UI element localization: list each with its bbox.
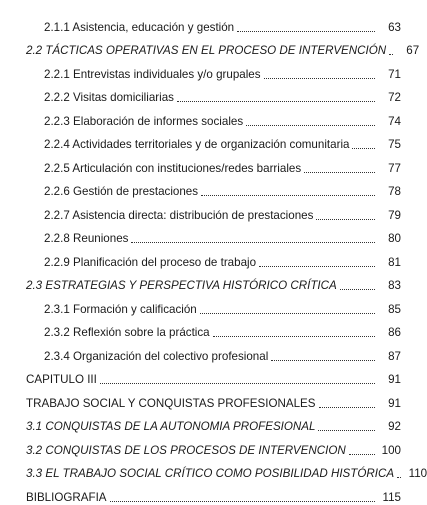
toc-entry-title: 2.2.3 Elaboración de informes sociales bbox=[44, 114, 244, 128]
toc-entry[interactable] bbox=[0, 458, 427, 482]
toc-entry[interactable] bbox=[0, 387, 419, 411]
toc-entry-title: TRABAJO SOCIAL Y CONQUISTAS PROFESIONALES bbox=[26, 396, 316, 410]
toc-entry[interactable] bbox=[0, 199, 419, 223]
toc-entry-title: 2.3 ESTRATEGIAS Y PERSPECTIVA HISTÓRICO CRÍTICA bbox=[26, 279, 337, 292]
toc-entry-page-number: 75 bbox=[388, 138, 401, 151]
toc-entry-title: 3.3 EL TRABAJO SOCIAL CRÍTICO COMO POSIBILIDAD HISTÓRICA bbox=[26, 467, 395, 480]
toc-entry-page-number: 79 bbox=[388, 208, 401, 222]
dot-leader bbox=[200, 313, 375, 314]
toc-entry-title: 2.2.4 Actividades territoriales y de organización comunitaria bbox=[44, 138, 350, 151]
dot-leader bbox=[349, 454, 375, 455]
dot-leader bbox=[316, 219, 375, 220]
toc-entry-title: 2.2.8 Reuniones bbox=[44, 232, 129, 245]
toc-entry-title: 2.2.1 Entrevistas individuales y/o grupales bbox=[44, 67, 261, 81]
toc-entry-title: CAPITULO III bbox=[26, 373, 97, 386]
toc-entry[interactable] bbox=[0, 105, 419, 129]
toc-entry-page-number: 67 bbox=[406, 44, 420, 57]
toc-entry[interactable] bbox=[0, 11, 419, 35]
toc-entry[interactable] bbox=[0, 152, 419, 176]
toc-entry-title: 3.1 CONQUISTAS DE LA AUTONOMIA PROFESIONAL bbox=[26, 420, 316, 433]
dot-leader bbox=[246, 125, 375, 126]
toc-entry-title: 3.2 CONQUISTAS DE LOS PROCESOS DE INTERVENCION bbox=[26, 443, 346, 457]
dot-leader bbox=[100, 383, 375, 384]
toc-entry-page-number: 77 bbox=[388, 161, 401, 175]
dot-leader bbox=[177, 101, 375, 102]
dot-leader bbox=[397, 477, 401, 478]
dot-leader bbox=[201, 195, 375, 196]
dot-leader bbox=[304, 172, 375, 173]
toc-entry[interactable] bbox=[0, 364, 419, 388]
toc-entry-title: 2.2.6 Gestión de prestaciones bbox=[44, 185, 199, 198]
dot-leader bbox=[389, 54, 393, 55]
toc-entry[interactable] bbox=[0, 176, 419, 200]
toc-entry-title: 2.2.9 Planificación del proceso de trabajo bbox=[44, 255, 257, 269]
toc-entry-page-number: 92 bbox=[388, 420, 401, 433]
dot-leader bbox=[110, 501, 375, 502]
dot-leader bbox=[319, 407, 376, 408]
dot-leader bbox=[271, 360, 375, 361]
dot-leader bbox=[131, 242, 375, 243]
toc-entry-title: 2.2.7 Asistencia directa: distribución de prestaciones bbox=[44, 208, 314, 222]
toc-entry-page-number: 86 bbox=[388, 326, 401, 339]
toc-entry-page-number: 87 bbox=[388, 349, 401, 363]
toc-entry-page-number: 83 bbox=[388, 279, 401, 292]
toc-entry-title: 2.3.1 Formación y calificación bbox=[44, 302, 197, 316]
toc-entry-page-number: 72 bbox=[388, 91, 401, 104]
toc-entry-title: BIBLIOGRAFIA bbox=[26, 490, 107, 504]
toc-entry[interactable] bbox=[0, 129, 419, 153]
toc-entry[interactable] bbox=[0, 434, 419, 458]
toc-entry-page-number: 91 bbox=[388, 396, 401, 410]
toc-entry[interactable] bbox=[0, 35, 419, 59]
dot-leader bbox=[318, 430, 375, 431]
dot-leader bbox=[259, 266, 375, 267]
dot-leader bbox=[352, 148, 375, 149]
dot-leader bbox=[264, 78, 375, 79]
toc-entry-title: 2.3.2 Reflexión sobre la práctica bbox=[44, 326, 210, 339]
toc-entry-page-number: 74 bbox=[388, 114, 401, 128]
toc-entry[interactable] bbox=[0, 270, 419, 294]
toc-entry-title: 2.2.5 Articulación con instituciones/redes barriales bbox=[44, 161, 302, 175]
toc-entry-page-number: 63 bbox=[388, 20, 401, 34]
toc-entry[interactable] bbox=[0, 481, 419, 505]
toc-entry-page-number: 81 bbox=[388, 255, 401, 269]
toc-entry-title: 2.2 TÁCTICAS OPERATIVAS EN EL PROCESO DE INTERVENCIÓN bbox=[26, 44, 387, 57]
toc-entry[interactable] bbox=[0, 223, 419, 247]
toc-entry-page-number: 78 bbox=[388, 185, 401, 198]
toc-entry-page-number: 115 bbox=[382, 490, 401, 504]
dot-leader bbox=[340, 289, 375, 290]
dot-leader bbox=[237, 31, 375, 32]
toc-entry[interactable] bbox=[0, 293, 419, 317]
toc-entry[interactable] bbox=[0, 246, 419, 270]
toc-entry-page-number: 110 bbox=[408, 467, 427, 480]
toc-entry-page-number: 71 bbox=[388, 67, 401, 81]
dot-leader bbox=[213, 336, 375, 337]
toc-entry[interactable] bbox=[0, 82, 419, 106]
toc-entry-page-number: 85 bbox=[388, 302, 401, 316]
toc-entry[interactable] bbox=[0, 411, 419, 435]
toc-entry-page-number: 100 bbox=[381, 443, 401, 457]
toc-entry[interactable] bbox=[0, 58, 419, 82]
table-of-contents bbox=[0, 11, 427, 505]
toc-entry-title: 2.2.2 Visitas domiciliarias bbox=[44, 91, 174, 104]
toc-entry-title: 2.3.4 Organización del colectivo profesional bbox=[44, 349, 269, 363]
toc-entry[interactable] bbox=[0, 340, 419, 364]
toc-entry-page-number: 91 bbox=[388, 373, 401, 386]
toc-entry[interactable] bbox=[0, 317, 419, 341]
toc-entry-title: 2.1.1 Asistencia, educación y gestión bbox=[44, 20, 235, 34]
toc-entry-page-number: 80 bbox=[388, 232, 401, 245]
